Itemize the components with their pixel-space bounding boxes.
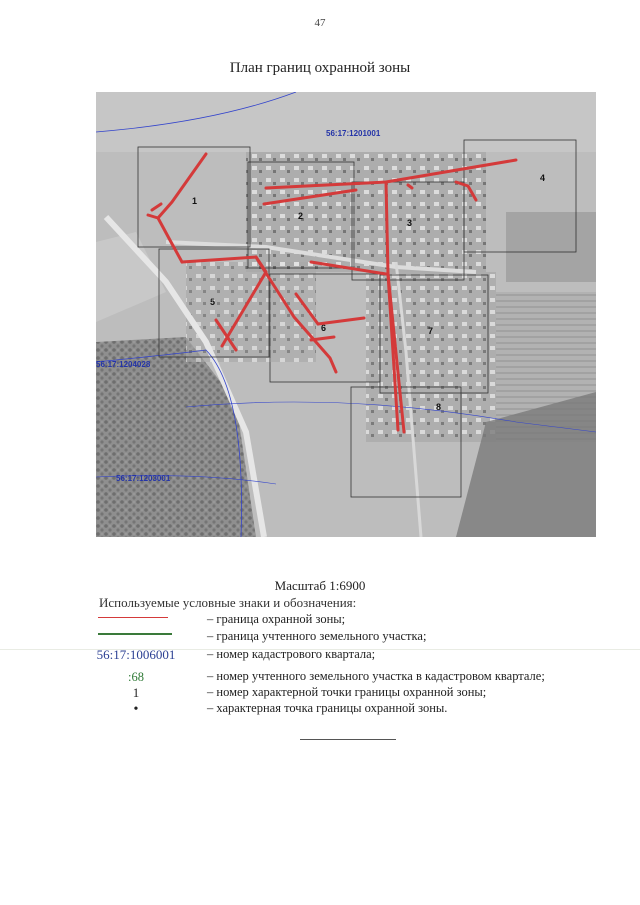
page-title: План границ охранной зоны — [229, 60, 411, 76]
legend-heading: Используемые условные знаки и обозначения: — [99, 595, 357, 610]
green-line-symbol — [98, 633, 172, 635]
zone-number-8: 8 — [436, 402, 442, 412]
page-number: 47 — [314, 17, 326, 29]
aerial-map — [96, 92, 596, 537]
dot-symbol: • — [133, 702, 139, 717]
zone-number-7: 7 — [428, 326, 434, 336]
parcel-number-symbol: :68 — [128, 670, 144, 684]
legend-text: – граница учтенного земельного участка; — [207, 629, 427, 643]
point-number-symbol: 1 — [132, 685, 140, 700]
legend-text: – характерная точка границы охранной зоны. — [207, 701, 448, 715]
cadastral-number-symbol: 56:17:1006001 — [96, 647, 176, 662]
cadastral-label-1203001: 56:17:1203001 — [116, 474, 171, 483]
zone-number-5: 5 — [210, 297, 216, 307]
zone-number-6: 6 — [321, 323, 327, 333]
end-divider — [300, 739, 396, 740]
zone-number-3: 3 — [407, 218, 413, 228]
cadastral-label-1204028: 56:17:1204028 — [96, 360, 151, 369]
cadastral-label-1201001: 56:17:1201001 — [326, 129, 381, 138]
legend-text: – номер кадастрового квартала; — [207, 647, 376, 661]
legend-item-point — [0, 701, 640, 717]
zone-number-4: 4 — [540, 173, 546, 183]
legend-item-parcel-number — [0, 669, 640, 685]
legend-item-parcel-boundary — [0, 629, 640, 645]
zone-number-1: 1 — [192, 196, 198, 206]
legend-text: – номер учтенного земельного участка в кадастровом квартале; — [207, 669, 545, 683]
red-line-symbol — [98, 617, 168, 618]
legend-item-cadastral-quarter — [0, 647, 640, 663]
legend-item-zone-boundary — [0, 612, 640, 628]
legend-text: – номер характерной точки границы охранной зоны; — [207, 685, 487, 699]
map-scale: Масштаб 1:6900 — [274, 578, 366, 593]
zone-number-2: 2 — [298, 211, 304, 221]
legend-item-point-number — [0, 685, 640, 701]
legend-text: – граница охранной зоны; — [207, 612, 346, 626]
